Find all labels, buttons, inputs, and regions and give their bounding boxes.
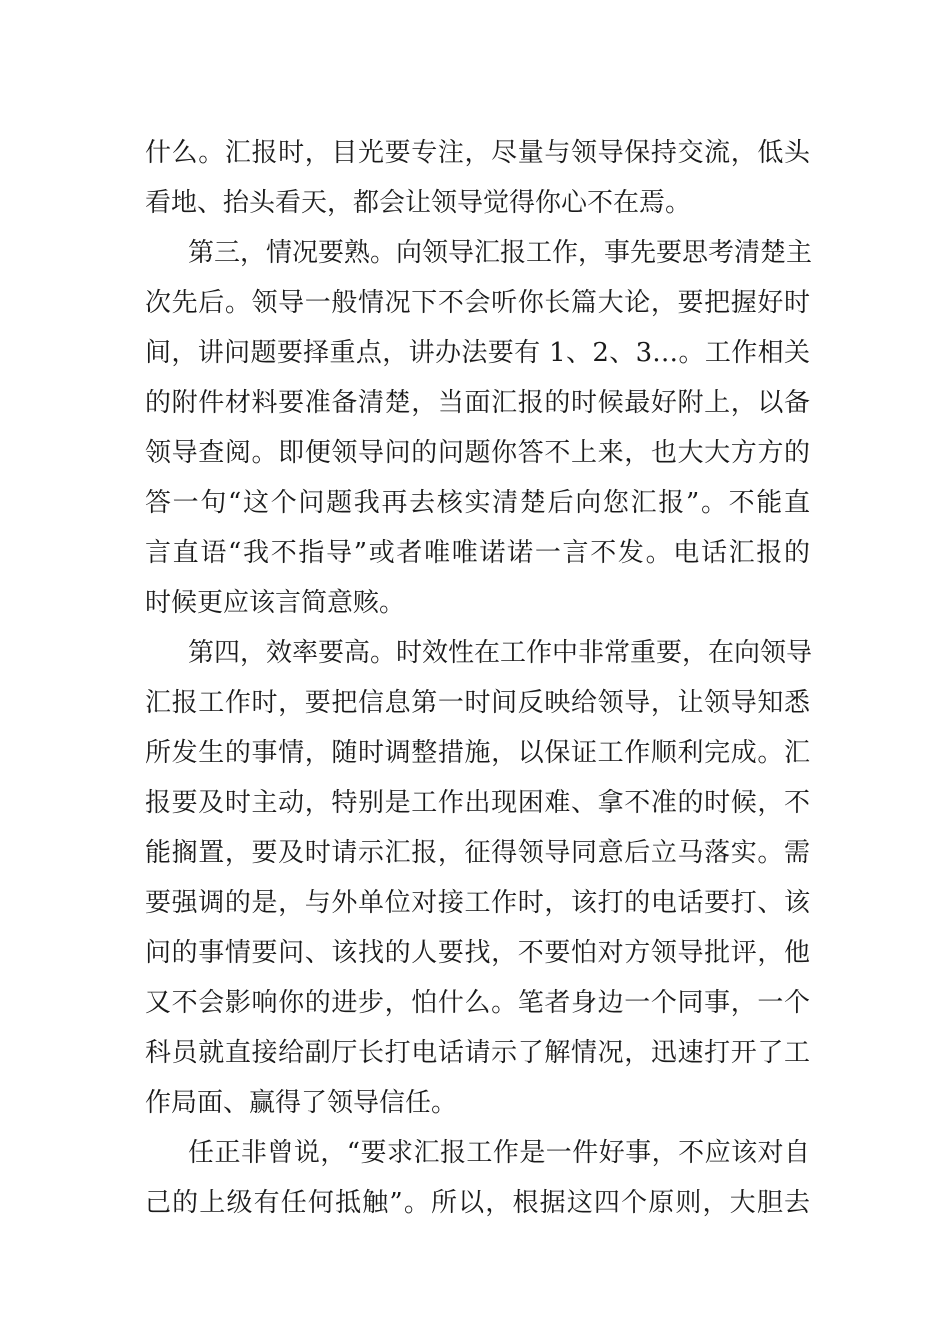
text-line: 报要及时主动，特别是工作出现困难、拿不准的时候，不 xyxy=(145,788,810,818)
text-line: 时候更应该言简意赅。 xyxy=(145,588,406,618)
text-line: 答一句“这个问题我再去核实清楚后向您汇报”。不能直 xyxy=(145,488,810,518)
text-line: 作局面、赢得了领导信任。 xyxy=(145,1088,458,1118)
paragraph-start-line: 第三，情况要熟。向领导汇报工作，事先要思考清楚主 xyxy=(188,238,813,268)
text-line: 科员就直接给副厅长打电话请示了解情况，迅速打开了工 xyxy=(145,1038,810,1068)
text-line: 看地、抬头看天，都会让领导觉得你心不在焉。 xyxy=(145,188,692,218)
text-line: 领导查阅。即便领导问的问题你答不上来，也大大方方的 xyxy=(145,438,810,468)
text-line: 己的上级有任何抵触”。所以，根据这四个原则，大胆去 xyxy=(145,1188,810,1218)
text-line: 要强调的是，与外单位对接工作时，该打的电话要打、该 xyxy=(145,888,810,918)
text-line: 间，讲问题要择重点，讲办法要有 1、2、3…。工作相关 xyxy=(145,338,810,368)
text-line: 次先后。领导一般情况下不会听你长篇大论，要把握好时 xyxy=(145,288,810,318)
text-line: 言直语“我不指导”或者唯唯诺诺一言不发。电话汇报的 xyxy=(145,538,810,568)
paragraph-start-line: 第四，效率要高。时效性在工作中非常重要，在向领导 xyxy=(188,638,813,668)
paragraph-start-line: 任正非曾说，“要求汇报工作是一件好事，不应该对自 xyxy=(188,1138,810,1168)
text-line: 所发生的事情，随时调整措施，以保证工作顺利完成。汇 xyxy=(145,738,810,768)
text-line: 汇报工作时，要把信息第一时间反映给领导，让领导知悉 xyxy=(145,688,810,718)
document-body xyxy=(145,128,813,1228)
text-line: 能搁置，要及时请示汇报，征得领导同意后立马落实。需 xyxy=(145,838,810,868)
text-line: 问的事情要问、该找的人要找，不要怕对方领导批评，他 xyxy=(145,938,810,968)
text-line: 什么。汇报时，目光要专注，尽量与领导保持交流，低头 xyxy=(145,138,810,168)
text-line: 的附件材料要准备清楚，当面汇报的时候最好附上，以备 xyxy=(145,388,810,418)
text-line: 又不会影响你的进步，怕什么。笔者身边一个同事，一个 xyxy=(145,988,810,1018)
